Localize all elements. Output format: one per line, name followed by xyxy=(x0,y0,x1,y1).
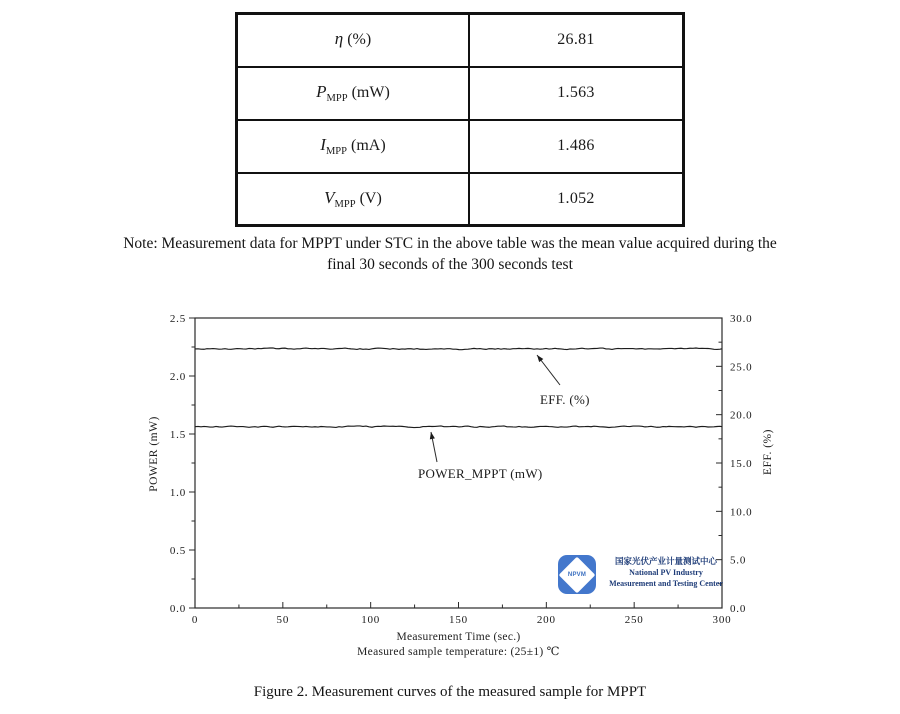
table-row xyxy=(237,173,684,226)
y-axis-right-tick-label: 30.0 xyxy=(730,313,753,325)
y-axis-left-tick-label: 1.5 xyxy=(169,429,186,441)
parameter-unit: (mW) xyxy=(347,83,390,101)
series-annotation-label: EFF. (%) xyxy=(540,392,590,407)
table-row xyxy=(237,67,684,120)
note-line-2: final 30 seconds of the 300 seconds test xyxy=(327,256,573,273)
npvm-logo-text xyxy=(602,556,730,589)
parameter-subscript: MPP xyxy=(325,146,347,158)
x-axis-captions xyxy=(195,630,722,660)
y-axis-right-tick-label: 10.0 xyxy=(730,506,753,519)
table-cell-parameter xyxy=(237,173,469,226)
npvm-badge-icon xyxy=(558,555,596,594)
npvm-logo xyxy=(558,553,730,597)
series-line-eff- xyxy=(195,348,722,350)
table-note xyxy=(0,233,900,275)
y-axis-right-tick-label: 25.0 xyxy=(730,361,753,374)
parameter-unit: (V) xyxy=(355,189,382,207)
y-axis-left-tick-label: 1.0 xyxy=(169,487,186,499)
x-axis-tick-label: 0 xyxy=(191,614,199,626)
x-axis-label: Measurement Time (sec.) xyxy=(396,631,521,643)
y-axis-label-left: POWER (mW) xyxy=(148,416,160,492)
y-axis-left-tick-label: 2.5 xyxy=(169,313,186,325)
parameter-symbol: η xyxy=(334,29,344,49)
x-axis-tick-label: 250 xyxy=(624,614,644,626)
mppt-measurement-chart xyxy=(140,300,790,675)
table-cell-parameter xyxy=(237,14,469,67)
x-axis-tick-label: 150 xyxy=(449,614,468,626)
x-axis-tick-label: 300 xyxy=(712,614,732,626)
series-line-power-mppt-mw- xyxy=(195,426,722,428)
table-cell-value: 1.486 xyxy=(469,120,684,173)
logo-line-chinese: 国家光伏产业计量测试中心 xyxy=(614,556,717,566)
y-axis-right-tick-label: 15.0 xyxy=(730,458,753,470)
table-row xyxy=(237,120,684,173)
parameter-symbol: I xyxy=(320,134,326,154)
parameter-subscript: MPP xyxy=(334,198,356,210)
x-axis-tick-label: 50 xyxy=(276,614,290,626)
parameter-subscript: MPP xyxy=(326,93,348,105)
figure-caption: Figure 2. Measurement curves of the measured sample for MPPT xyxy=(253,684,647,700)
table-cell-value: 26.81 xyxy=(469,14,684,67)
table-row xyxy=(237,14,684,67)
parameter-unit: (mA) xyxy=(346,136,386,154)
logo-line-english-1: National PV Industry xyxy=(629,568,703,577)
y-axis-right-tick-label: 20.0 xyxy=(730,409,753,422)
series-annotation-label: POWER_MPPT (mW) xyxy=(418,466,543,481)
parameter-unit: (%) xyxy=(343,31,372,49)
table-cell-value: 1.052 xyxy=(469,173,684,226)
logo-line-english-2: Measurement and Testing Center xyxy=(609,579,723,588)
y-axis-right-tick-label: 0.0 xyxy=(730,603,747,615)
npvm-badge-text: NPVM xyxy=(567,572,587,578)
x-axis-tick-label: 200 xyxy=(536,614,556,626)
table-cell-value: 1.563 xyxy=(469,67,684,120)
table-cell-parameter xyxy=(237,120,469,173)
y-axis-label-right: EFF. (%) xyxy=(762,429,774,475)
parameter-symbol: V xyxy=(324,187,335,207)
y-axis-right-tick-label: 5.0 xyxy=(730,554,747,567)
parameter-symbol: P xyxy=(316,81,327,101)
x-axis-tick-label: 100 xyxy=(361,614,381,626)
y-axis-left-tick-label: 2.0 xyxy=(169,371,186,383)
sample-temperature-label: Measured sample temperature: (25±1) ℃ xyxy=(357,646,560,658)
chart-plot-area xyxy=(140,300,790,675)
table-cell-parameter xyxy=(237,67,469,120)
y-axis-left-tick-label: 0.5 xyxy=(169,545,186,557)
note-line-1: Note: Measurement data for MPPT under STC in the above table was the mean value acquired during the xyxy=(123,235,777,252)
annotation-arrowhead-icon xyxy=(430,432,435,439)
y-axis-left-tick-label: 0.0 xyxy=(169,603,186,615)
mppt-results-table xyxy=(235,12,685,227)
annotation-arrowhead-icon xyxy=(537,355,543,362)
